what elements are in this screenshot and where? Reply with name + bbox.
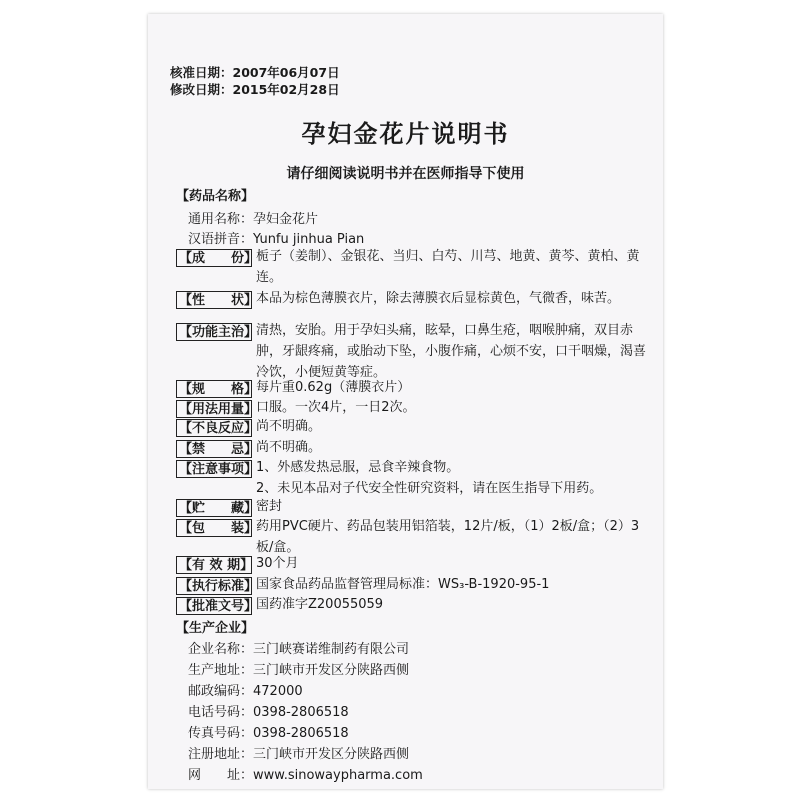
page-title: 孕妇金花片说明书 xyxy=(301,120,510,148)
label-dosage: 【 用法用量 】 xyxy=(176,400,252,418)
manufacturer-name: 企业名称：三门峡赛诺维制药有限公司 xyxy=(188,642,410,657)
value-ingredients: 栀子（姜制）、金银花、当归、白芍、川芎、地黄、黄芩、黄柏、黄连。 xyxy=(256,249,640,285)
value-packaging: 药用PVC硬片、药品包装用铝箔装，12片/板，（1）2板/盒；（2）3板/盒。 xyxy=(256,519,640,555)
label-standard: 【 执行标准 】 xyxy=(176,577,252,595)
label-packaging: 【 包 装 】 xyxy=(176,519,252,537)
value-standard: 国家食品药品监督管理局标准：WS₃-B-1920-95-1 xyxy=(256,577,550,592)
registered-address: 注册地址：三门峡市开发区分陕路西侧 xyxy=(188,747,410,762)
label-contraindications: 【 禁 忌 】 xyxy=(176,440,252,458)
label-appearance: 【 性 状 】 xyxy=(176,291,252,309)
label-shelf-life: 【 有 效 期 】 xyxy=(176,556,252,574)
value-adverse-reactions: 尚不明确。 xyxy=(256,419,322,434)
value-precautions-1: 1、外感发热忌服，忌食辛辣食物。 xyxy=(256,460,460,475)
value-approval-number: 国药准字Z20055059 xyxy=(256,597,384,612)
revision-date: 修改日期：2015年02月28日 xyxy=(170,82,340,97)
label-specification: 【 规 格 】 xyxy=(176,380,252,398)
leaflet-sheet xyxy=(148,14,663,789)
phone-number: 电话号码：0398-2806518 xyxy=(188,705,349,720)
value-storage: 密封 xyxy=(256,499,283,514)
label-indications: 【 功能主治 】 xyxy=(176,323,252,341)
value-indications: 清热，安胎。用于孕妇头痛，眩晕，口鼻生疮，咽喉肿痛，双目赤肿，牙龈疼痛，或胎动下坠，小腹作痛，心烦不安，口干咽燥，渴喜冷饮，小便短黄等症。 xyxy=(256,323,647,380)
value-contraindications: 尚不明确。 xyxy=(256,440,322,455)
postal-code: 邮政编码：472000 xyxy=(188,684,303,699)
value-dosage: 口服。一次4片，一日2次。 xyxy=(256,400,416,415)
drug-name-section: 【药品名称】 xyxy=(176,189,255,204)
manufacturer-section: 【生产企业】 xyxy=(176,621,255,636)
value-appearance: 本品为棕色薄膜衣片，除去薄膜衣后显棕黄色，气微香，味苦。 xyxy=(256,291,621,306)
label-precautions: 【 注意事项 】 xyxy=(176,460,252,478)
value-precautions-2: 2、未见本品对子代安全性研究资料，请在医生指导下用药。 xyxy=(256,481,603,496)
manufacturer-address: 生产地址：三门峡市开发区分陕路西侧 xyxy=(188,663,410,678)
common-name: 通用名称：孕妇金花片 xyxy=(188,212,319,227)
label-storage: 【 贮 藏 】 xyxy=(176,499,252,517)
label-adverse-reactions: 【 不良反应 】 xyxy=(176,419,252,437)
value-specification: 每片重0.62g（薄膜衣片） xyxy=(256,380,411,395)
pinyin-name: 汉语拼音：Yunfu jinhua Pian xyxy=(188,232,365,247)
label-ingredients: 【 成 份 】 xyxy=(176,249,252,267)
label-approval-number: 【 批准文号 】 xyxy=(176,597,252,615)
website: 网 址：www.sinowaypharma.com xyxy=(188,768,423,783)
fax-number: 传真号码：0398-2806518 xyxy=(188,726,349,741)
value-shelf-life: 30个月 xyxy=(256,556,299,571)
page-subtitle: 请仔细阅读说明书并在医师指导下使用 xyxy=(286,166,525,182)
approval-date: 核准日期：2007年06月07日 xyxy=(170,65,340,80)
